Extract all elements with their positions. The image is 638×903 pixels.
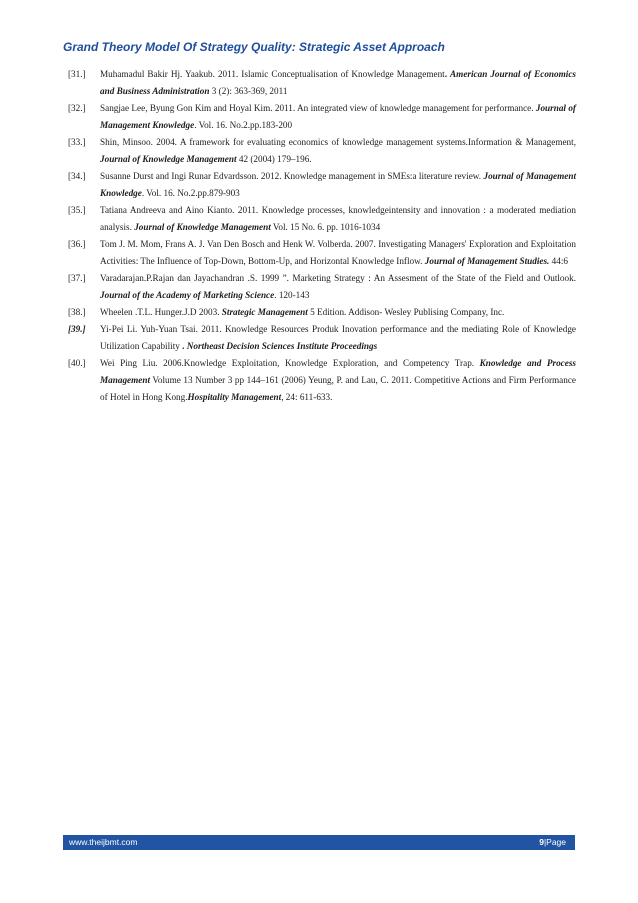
citation-text: Yi-Pei Li. Yuh-Yuan Tsai. 2011. Knowledge Resources Produk Inovation performance and the mediating Role of Knowledge Utilization Capability <box>100 324 576 351</box>
reference-item <box>68 304 576 321</box>
bold-punctuation: . <box>444 69 451 79</box>
reference-item <box>68 270 576 304</box>
citation-text: . Vol. 16. No.2.pp.879-903 <box>141 188 240 198</box>
reference-number: [32.] <box>68 103 86 113</box>
citation-text: Wheelen .T.L. Hunger.J.D 2003. <box>100 307 222 317</box>
citation-text: Tatiana Andreeva and Aino Kianto. 2011. Knowledge processes, knowledgeintensity and innovation : a moderated mediation analysis. <box>100 205 576 232</box>
reference-item <box>68 355 576 406</box>
citation-text: 42 (2004) 179–196. <box>236 154 312 164</box>
citation-text: , 24: 611-633. <box>281 392 333 402</box>
citation-text: Sangjae Lee, Byung Gon Kim and Hoyal Kim. 2011. An integrated view of knowledge management for performance. <box>100 103 536 113</box>
citation-text: Susanne Durst and Ingi Runar Edvardsson. 2012. Knowledge management in SMEs:a literature review. <box>100 171 484 181</box>
reference-item <box>68 321 576 355</box>
journal-title: Knowledge and Process Management <box>100 358 576 385</box>
reference-text <box>100 321 576 355</box>
journal-title: Journal of Management Knowledge <box>100 103 576 130</box>
reference-text <box>100 168 576 202</box>
journal-title: Hospitality Management <box>187 392 282 402</box>
citation-text: 5 Edition. Addison- Wesley Publising Company, Inc. <box>307 307 505 317</box>
footer-website: www.theijbmt.com <box>69 837 138 847</box>
reference-text <box>100 304 576 321</box>
reference-number: [39.] <box>68 324 86 334</box>
page-label: |Page <box>543 837 566 847</box>
journal-title: Strategic Management <box>221 307 308 317</box>
reference-number: [35.] <box>68 205 86 215</box>
reference-item <box>68 202 576 236</box>
citation-text: Wei Ping Liu. 2006.Knowledge Exploitation, Knowledge Exploration, and Competency Trap. <box>100 358 480 368</box>
reference-number: [34.] <box>68 171 86 181</box>
reference-item <box>68 168 576 202</box>
reference-text <box>100 270 576 304</box>
reference-number: [36.] <box>68 239 86 249</box>
citation-text: Shin, Minsoo. 2004. A framework for evaluating economics of knowledge management systems.Information & Management, <box>100 137 576 147</box>
page-number: 9 <box>539 837 544 847</box>
journal-title: Journal of Knowledge Management <box>134 222 271 232</box>
journal-title: Journal of the Academy of Marketing Science <box>100 290 275 300</box>
reference-number: [38.] <box>68 307 86 317</box>
reference-text <box>100 202 576 236</box>
footer-page-indicator <box>539 835 566 850</box>
journal-title: Journal of Management Knowledge <box>100 171 576 198</box>
citation-text: Tom J. M. Mom, Frans A. J. Van Den Bosch and Henk W. Volberda. 2007. Investigating Managers' Exploration and Exploitation Activities: The Influence of Top-Down, Bottom-Up, and Horizontal Knowledge Inflow. <box>100 239 576 266</box>
citation-text: . Vol. 16. No.2.pp.183-200 <box>194 120 293 130</box>
reference-item <box>68 236 576 270</box>
journal-title: Journal of Management Studies. <box>424 256 550 266</box>
reference-text <box>100 100 576 134</box>
reference-list <box>68 66 576 406</box>
citation-text: Varadarajan.P.Rajan dan Jayachandran .S. 1999 ”. Marketing Strategy : An Assesment of the State of the Field and Outlook. <box>100 273 576 283</box>
journal-title: American Journal of Economics and Business Administration <box>100 69 576 96</box>
reference-text <box>100 66 576 100</box>
citation-text: Volume 13 Number 3 pp 144–161 (2006) Yeung, P. and Lau, C. 2011. Competitive Actions and Firm Performance of Hotel in Hong Kong. <box>100 375 576 402</box>
citation-text: Vol. 15 No. 6. pp. 1016-1034 <box>270 222 381 232</box>
bold-punctuation: . <box>182 341 187 351</box>
citation-text: 3 (2): 363-369, 2011 <box>209 86 288 96</box>
citation-text: 44:6 <box>549 256 568 266</box>
citation-text: . 120-143 <box>274 290 310 300</box>
reference-text <box>100 134 576 168</box>
reference-text <box>100 236 576 270</box>
reference-number: [31.] <box>68 69 86 79</box>
reference-item <box>68 100 576 134</box>
citation-text: Muhamadul Bakir Hj. Yaakub. 2011. Islamic Conceptualisation of Knowledge Management <box>100 69 445 79</box>
journal-title: Northeast Decision Sciences Institute Proceedings <box>186 341 378 351</box>
reference-number: [40.] <box>68 358 86 368</box>
reference-text <box>100 355 576 406</box>
reference-number: [33.] <box>68 137 86 147</box>
reference-item <box>68 134 576 168</box>
journal-title: Journal of Knowledge Management <box>100 154 237 164</box>
page-footer <box>63 835 575 850</box>
reference-item <box>68 66 576 100</box>
running-header-title: Grand Theory Model Of Strategy Quality: Strategic Asset Approach <box>63 40 445 54</box>
reference-number: [37.] <box>68 273 86 283</box>
